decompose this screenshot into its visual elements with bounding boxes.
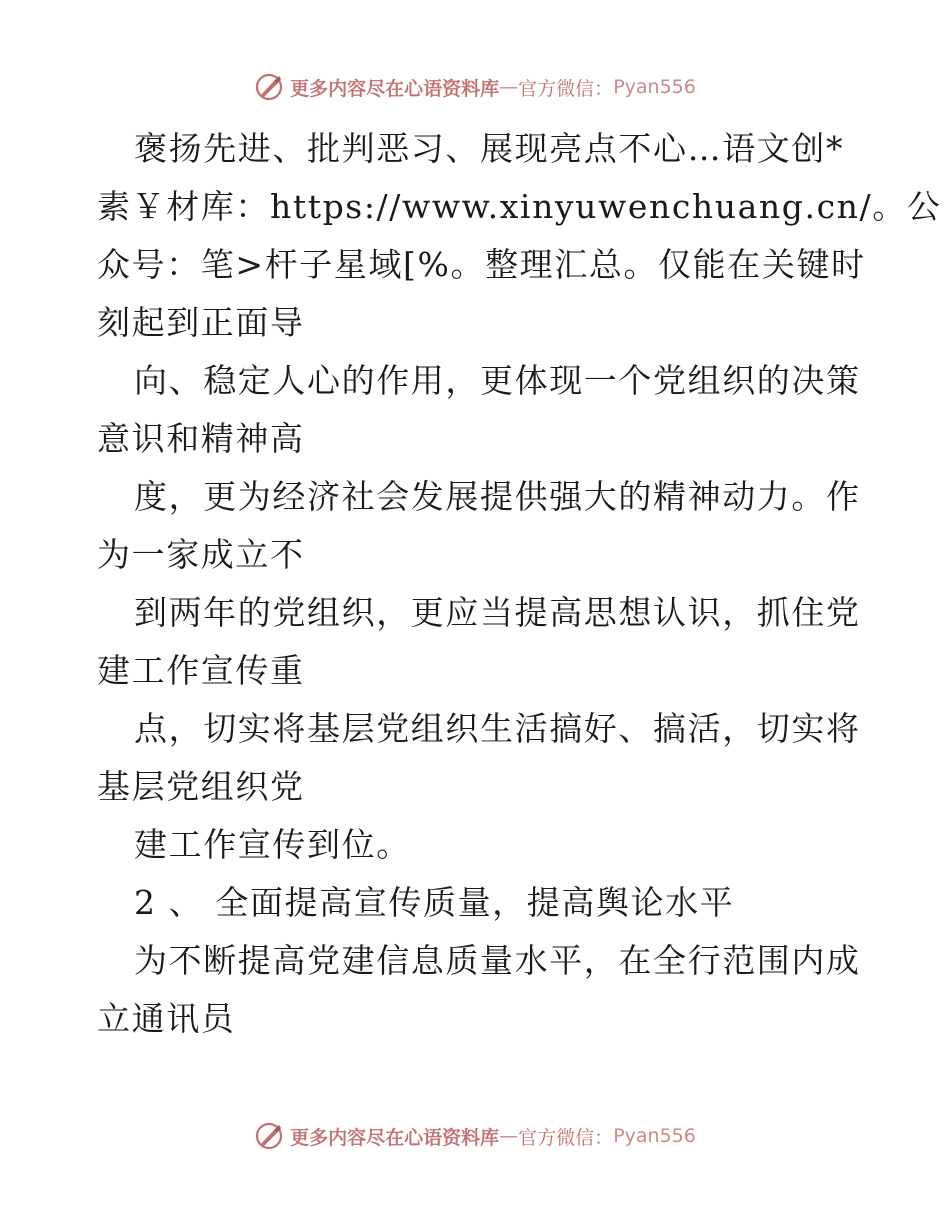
section-heading: 2 、 全面提高宣传质量，提高舆论水平 [134, 883, 735, 922]
footer-wechat-id: Pyan556 [613, 1125, 696, 1147]
body-line: 褒扬先进、批判恶习、展现亮点不心…语文创* [134, 129, 845, 168]
body-line: 立通讯员 [97, 999, 236, 1038]
header-watermark-banner [0, 72, 950, 102]
body-line: 度，更为经济社会发展提供强大的精神动力。作 [134, 477, 861, 516]
body-line: 众号：笔>杆子星域[%。整理汇总。仅能在关键时 [97, 245, 866, 284]
body-line: 基层党组织党 [97, 767, 305, 806]
footer-wechat-label: 官方微信： [518, 1126, 614, 1149]
body-line: 为不断提高党建信息质量水平，在全行范围内成 [134, 941, 861, 980]
header-separator: — [499, 76, 519, 98]
header-wechat-label: 官方微信： [518, 77, 614, 100]
body-line: 建工作宣传到位。 [134, 825, 411, 864]
header-wechat-id: Pyan556 [613, 76, 696, 98]
body-line: 为一家成立不 [97, 535, 305, 574]
pen-logo-icon [254, 1121, 284, 1151]
body-line: 刻起到正面导 [97, 303, 305, 342]
footer-separator: — [499, 1125, 519, 1147]
header-brand-text: 更多内容尽在心语资料库 [290, 77, 500, 100]
body-line: 素￥材库：https://www.xinyuwenchuang.cn/。公 [97, 187, 942, 226]
body-line: 点，切实将基层党组织生活搞好、搞活，切实将 [134, 709, 861, 748]
body-line: 向、稳定人心的作用，更体现一个党组织的决策 [134, 361, 861, 400]
footer-watermark-banner [0, 1121, 950, 1151]
body-line: 建工作宣传重 [97, 651, 305, 690]
footer-brand-text: 更多内容尽在心语资料库 [290, 1126, 500, 1149]
body-line: 到两年的党组织，更应当提高思想认识，抓住党 [134, 593, 861, 632]
body-line: 意识和精神高 [97, 419, 305, 458]
document-body [97, 120, 942, 1048]
pen-logo-icon [254, 72, 284, 102]
